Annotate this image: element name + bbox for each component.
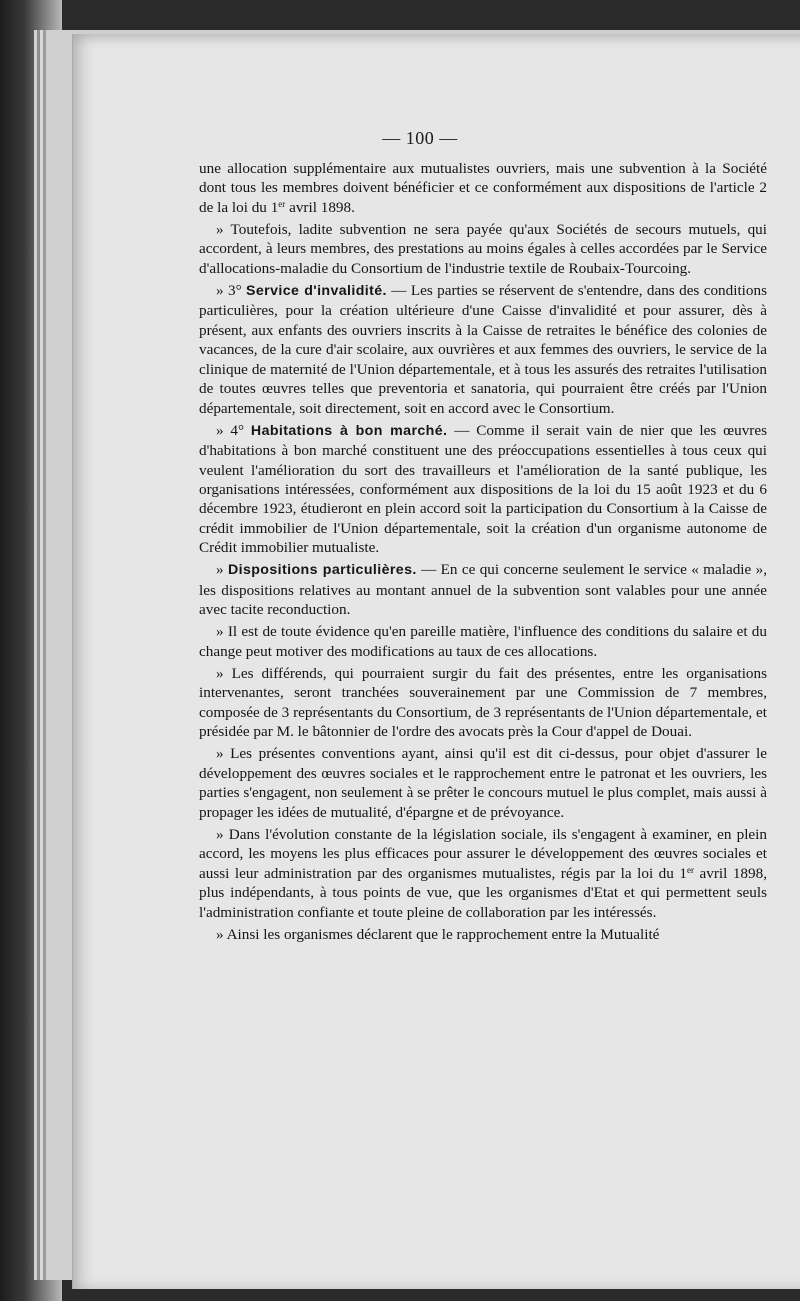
paragraph-text: une allocation supplémentaire aux mutualistes ouvriers, mais une subvention à la Société dont tous les membres doivent bénéficier et ce conformément aux dispositions de l'article 2 de la loi du 1er avril 1898. [199, 160, 767, 216]
paragraph [199, 825, 767, 922]
paragraph [199, 220, 767, 278]
paragraph-lead: » [216, 623, 228, 641]
paragraph [199, 281, 767, 418]
paragraph-lead: » [216, 925, 227, 943]
body-text [199, 159, 767, 947]
section-heading: Service d'invalidité. [246, 282, 387, 299]
paragraph-lead: » [216, 561, 228, 579]
paragraph-text: Il est de toute évidence qu'en pareille matière, l'influence des conditions du salaire et du change peut motiver des modifications au taux de ces allocations. [199, 623, 767, 660]
paragraph-text: — En ce qui concerne seulement le service « maladie », les dispositions relatives au montant annuel de la subvention sont valables pour une année avec tacite reconduction. [199, 561, 767, 619]
page-number: — 100 — [382, 128, 458, 148]
paragraph [199, 421, 767, 558]
paragraph-text: Toutefois, ladite subvention ne sera payée qu'aux Sociétés de secours mutuels, qui accordent, à leurs membres, des prestations au moins égales à celles accordées par le Service d'allocations-maladie du Consortium de l'industrie textile de Roubaix-Tourcoing. [199, 220, 767, 277]
paragraph [199, 744, 767, 822]
paragraph-text: — Les parties se réservent de s'entendre, dans des conditions particulières, pour la création ultérieure d'une Caisse d'invalidité et pour assurer, dès à présent, aux enfants des ouvriers inscrits à la Caisse de retraites le bénéfice des colonies de vacances, de la cure d'air scolaire, aux ouvrières et aux femmes des ouvriers, le service de la clinique de maternité de l'Union départementale, et à tous les assurés des retraites l'utilisation de toutes œuvres telles que preventoria et sanatoria, qui pourraient être créés par l'Union départementale, soit directement, soit en accord avec le Consortium. [199, 281, 767, 417]
paragraph-text: Ainsi les organismes déclarent que le rapprochement entre la Mutualité [226, 925, 660, 943]
section-heading: Dispositions particulières. [227, 562, 417, 579]
paragraph-text: Dans l'évolution constante de la législation sociale, ils s'engagent à examiner, en plein accord, les moyens les plus efficaces pour assurer le développement des œuvres sociales et aussi leur administration par des organismes mutualistes, régis par la loi du 1er avril 1898, plus indépendants, à tous points de vue, que les organismes d'Etat et qui permettent seuls l'administration confiante et toute pleine de collaboration par les intéressés. [199, 825, 767, 921]
paragraph-lead: » 3° [216, 281, 247, 299]
paragraph-lead: » [216, 825, 229, 843]
paragraph [199, 622, 767, 661]
paragraph [199, 560, 767, 619]
paragraph-lead: » [216, 664, 232, 682]
paragraph-text: Les différends, qui pourraient surgir du fait des présentes, entre les organisations intervenantes, seront tranchées souverainement par une Commission de 7 membres, composée de 3 représentants du Consortium, de 3 représentants de l'Union départementale, et présidée par M. le bâtonnier de l'ordre des avocats près la Cour d'appel de Douai. [199, 664, 768, 741]
paragraph [199, 159, 767, 217]
page-header [0, 128, 800, 149]
paragraph [199, 664, 767, 742]
paragraph-text: — Comme il serait vain de nier que les œuvres d'habitations à bon marché constituent une des préoccupations essentielles à tous ceux qui veulent l'amélioration du sort des travailleurs et l'amélioration de la santé publique, les organisations intéressées, conformément aux dispositions de la loi du 15 août 1923 et du 6 décembre 1923, étudieront en plein accord soit la participation du Consortium à la Caisse de crédit immobilier de l'Union départementale, soit la création d'un organisme autonome de Crédit immobilier mutualiste. [199, 421, 767, 557]
section-heading: Habitations à bon marché. [250, 422, 448, 439]
paragraph-lead: » [216, 745, 231, 763]
paragraph-lead: » 4° [216, 421, 251, 439]
paragraph-lead: » [216, 220, 231, 238]
paragraph-text: Les présentes conventions ayant, ainsi qu'il est dit ci-dessus, pour objet d'assurer le développement des œuvres sociales et le rapprochement entre le patronat et les ouvriers, les parties s'engagent, non seulement à se prêter le concours mutuel le plus complet, mais aussi à propager les idées de mutualité, d'épargne et de prévoyance. [199, 745, 768, 821]
paragraph [199, 925, 767, 944]
